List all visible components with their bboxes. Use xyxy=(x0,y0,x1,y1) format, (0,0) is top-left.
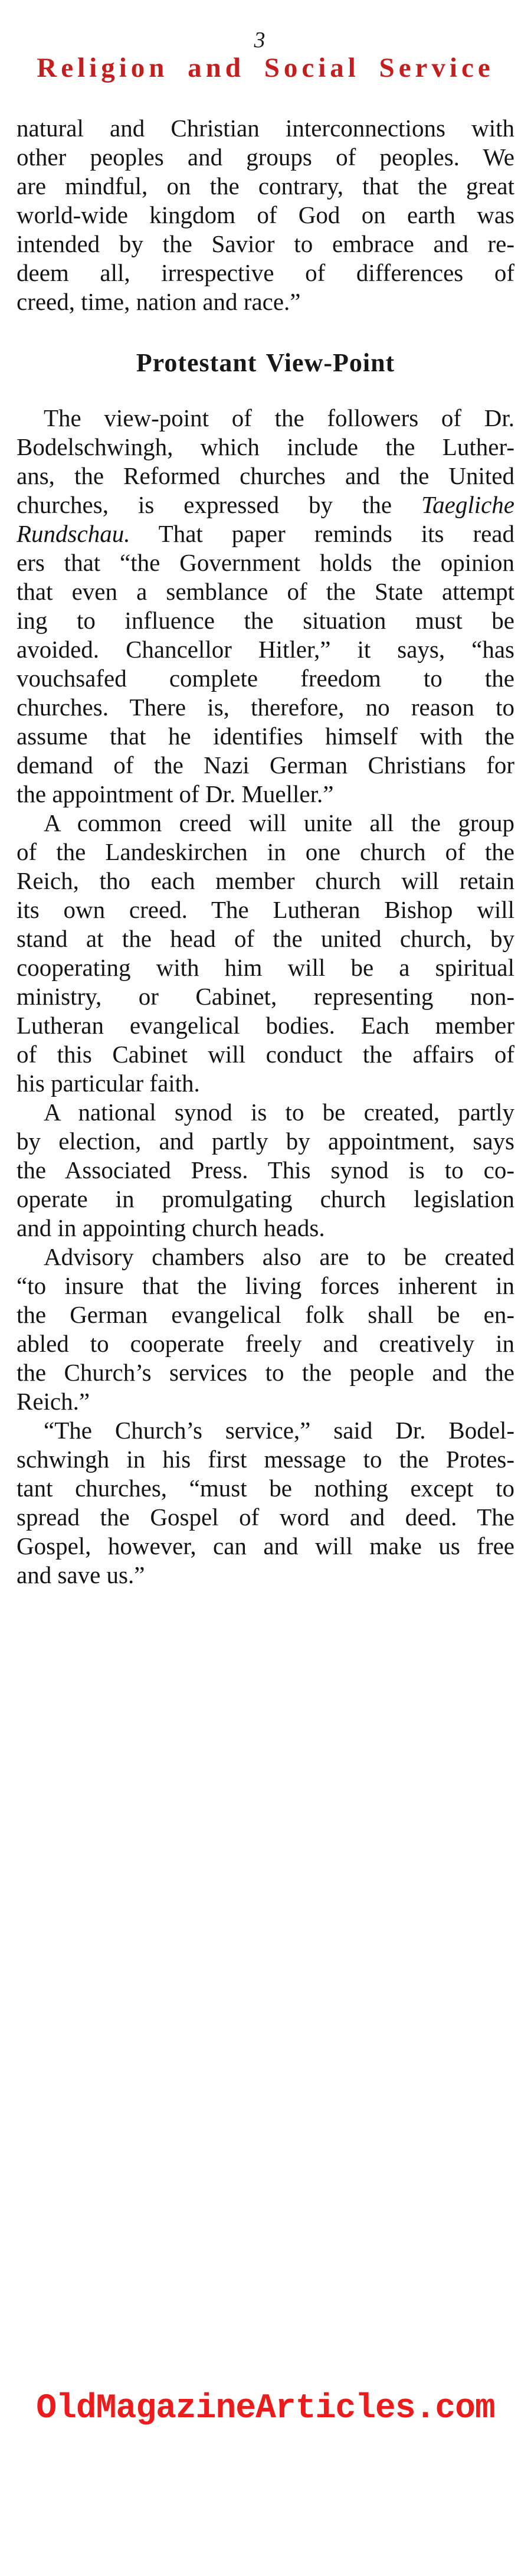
body-line: vouchsafed complete freedom to the xyxy=(17,665,514,692)
body-line: and in appointing church heads. xyxy=(17,1214,325,1241)
body-line xyxy=(17,491,514,519)
body-line: his particular faith. xyxy=(17,1070,200,1097)
body-line: Bodelschwingh, which include the Luther- xyxy=(17,433,514,460)
body-line: churches. There is, therefore, no reason to xyxy=(17,694,514,721)
body-line: abled to cooperate freely and creatively in xyxy=(17,1330,514,1357)
body-line: its own creed. The Lutheran Bishop will xyxy=(17,896,514,923)
body-line: avoided. Chancellor Hitler,” it says, “has xyxy=(17,636,514,663)
page-number: 3 xyxy=(254,28,266,53)
body-line: demand of the Nazi German Christians for xyxy=(17,751,514,779)
body-line: other peoples and groups of peoples. We xyxy=(17,143,514,171)
body-line: the Associated Press. This synod is to co- xyxy=(17,1156,514,1184)
body-line: “to insure that the living forces inherent in xyxy=(17,1272,514,1299)
body-line: A common creed will unite all the group xyxy=(44,809,514,836)
body-line: by election, and partly by appointment, says xyxy=(17,1127,514,1155)
body-line: “The Church’s service,” said Dr. Bodel- xyxy=(44,1417,514,1444)
section-heading: Protestant View-Point xyxy=(136,348,395,377)
body-line: ans, the Reformed churches and the United xyxy=(17,462,514,489)
watermark: OldMagazineArticles.com xyxy=(36,2389,495,2428)
body-line: schwingh in his first message to the Protes- xyxy=(17,1446,514,1473)
body-line: ers that “the Government holds the opinion xyxy=(17,549,514,576)
body-line: of the Landeskirchen in one church of the xyxy=(17,838,514,865)
body-line: natural and Christian interconnections with xyxy=(17,115,514,142)
body-line: deem all, irrespective of differences of xyxy=(17,259,514,286)
article-title: Religion and Social Service xyxy=(37,53,494,83)
body-line: Reich.” xyxy=(17,1388,90,1415)
body-line: the Church’s services to the people and the xyxy=(17,1359,514,1386)
body-line: Advisory chambers also are to be created xyxy=(44,1243,514,1270)
body-line: of this Cabinet will conduct the affairs of xyxy=(17,1041,514,1068)
body-line: spread the Gospel of word and deed. The xyxy=(17,1503,514,1531)
body-line: creed, time, nation and race.” xyxy=(17,288,301,315)
body-line: the German evangelical folk shall be en- xyxy=(17,1301,514,1328)
body-text: That paper reminds its read xyxy=(130,520,514,547)
body-line: the appointment of Dr. Mueller.” xyxy=(17,780,334,808)
body-line: Reich, tho each member church will retain xyxy=(17,867,514,894)
body-line: Lutheran evangelical bodies. Each member xyxy=(17,1012,514,1039)
body-text: churches, is expressed by the xyxy=(17,491,422,518)
body-line: and save us.” xyxy=(17,1561,145,1588)
body-line: cooperating with him will be a spiritual xyxy=(17,954,514,981)
body-line: ministry, or Cabinet, representing non- xyxy=(17,983,514,1010)
body-line: are mindful, on the contrary, that the great xyxy=(17,172,514,200)
body-line: intended by the Savior to embrace and re- xyxy=(17,230,514,257)
body-line: The view-point of the followers of Dr. xyxy=(44,404,514,431)
body-line: Gospel, however, can and will make us free xyxy=(17,1532,514,1560)
body-line: ing to influence the situation must be xyxy=(17,607,514,634)
body-line: A national synod is to be created, partly xyxy=(44,1099,514,1126)
body-line: tant churches, “must be nothing except to xyxy=(17,1475,514,1502)
body-line: that even a semblance of the State attempt xyxy=(17,578,514,605)
journal-name-italic: Taegliche xyxy=(421,491,514,518)
body-line: world-wide kingdom of God on earth was xyxy=(17,201,514,228)
journal-name-italic: Rundschau. xyxy=(17,520,130,547)
body-line: operate in promulgating church legislation xyxy=(17,1185,514,1212)
body-line xyxy=(17,519,514,548)
article-body xyxy=(17,114,514,1590)
body-line: stand at the head of the united church, by xyxy=(17,925,514,952)
body-line: assume that he identifies himself with the xyxy=(17,723,514,750)
